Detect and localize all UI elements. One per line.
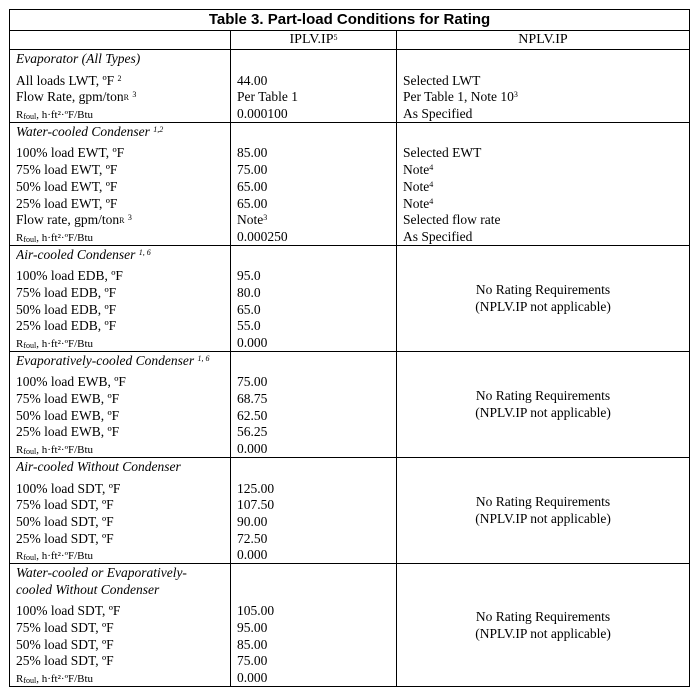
- iplv-value-sup: 3: [263, 213, 268, 223]
- condition-label-text: 100% load EWT, ºF: [16, 145, 125, 161]
- section-row: [10, 245, 690, 351]
- condition-label-text: 75% load EDB, ºF: [16, 284, 117, 300]
- section-title: [16, 458, 230, 475]
- nplv-value: [403, 195, 689, 212]
- table-title: Table 3. Part-load Conditions for Rating: [10, 10, 690, 31]
- iplv-value: [237, 652, 396, 669]
- nplv-value-text: As Specified: [403, 106, 473, 122]
- nplv-value: [403, 105, 689, 122]
- nplv-value: [403, 178, 689, 195]
- iplv-value-text: 65.00: [237, 195, 268, 211]
- condition-label-text: 75% load SDT, ºF: [16, 497, 114, 513]
- iplv-value-text: 95.0: [237, 268, 261, 284]
- iplv-value: [237, 480, 396, 497]
- section-title-sup: 1,2: [153, 124, 164, 134]
- part-load-conditions-table: [9, 9, 690, 687]
- condition-label-sub: foul: [23, 341, 37, 350]
- iplv-value-text: 105.00: [237, 603, 275, 619]
- condition-label: [16, 161, 230, 178]
- condition-label: [16, 334, 230, 351]
- condition-label-text: 50% load SDT, ºF: [16, 513, 114, 529]
- condition-label-tail: , h·ft²·ºF/Btu: [36, 338, 94, 350]
- condition-label: [16, 546, 230, 563]
- iplv-value-text: 80.0: [237, 284, 261, 300]
- iplv-value: [237, 195, 396, 212]
- condition-label: [16, 72, 230, 89]
- condition-label-text: 25% load EWB, ºF: [16, 424, 120, 440]
- condition-label-text: 50% load EWT, ºF: [16, 178, 118, 194]
- condition-label-text: 100% load SDT, ºF: [16, 480, 121, 496]
- iplv-value-text: 0.000: [237, 547, 268, 563]
- section-row: [10, 50, 690, 123]
- iplv-value: [237, 88, 396, 105]
- section-iplv-cell: [231, 457, 397, 563]
- iplv-value-text: 95.00: [237, 620, 268, 635]
- condition-label-text: R: [16, 673, 24, 686]
- iplv-value-text: 75.00: [237, 162, 268, 178]
- nplv-value-text: Selected flow rate: [403, 212, 501, 228]
- condition-label: [16, 513, 230, 530]
- section-iplv-cell: [231, 50, 397, 123]
- header-iplv-label: IPLV.IP: [289, 32, 334, 47]
- nplv-value: [403, 161, 689, 178]
- section-title-text: Air-cooled Without Condenser: [16, 458, 181, 474]
- section-row: [10, 122, 690, 245]
- section-labels-cell: [10, 457, 231, 563]
- condition-label-sub: foul: [23, 553, 37, 563]
- condition-label-text: 75% load EWB, ºF: [16, 391, 120, 407]
- iplv-value: [237, 407, 396, 424]
- condition-label-text: R: [16, 109, 24, 122]
- iplv-value: [237, 619, 396, 636]
- header-nplv: NPLV.IP: [397, 31, 690, 50]
- nplv-value: [403, 228, 689, 245]
- condition-label-sup: 2: [117, 73, 122, 83]
- condition-label: [16, 267, 230, 284]
- section-title: [16, 50, 230, 67]
- condition-label: [16, 144, 230, 161]
- nplv-value: [403, 144, 689, 161]
- condition-label-sub: R: [123, 93, 129, 103]
- header-blank: [10, 31, 231, 50]
- section-nplv-cell: [397, 122, 690, 245]
- iplv-value: [237, 301, 396, 318]
- condition-label-text: All loads LWT, ºF: [16, 72, 115, 88]
- condition-label: [16, 636, 230, 653]
- nplv-value: [403, 72, 689, 89]
- section-title: [16, 564, 230, 581]
- iplv-value: [237, 513, 396, 530]
- iplv-value: [237, 228, 396, 245]
- section-title-text: Water-cooled or Evaporatively-: [16, 564, 187, 580]
- condition-label-sub: foul: [23, 676, 37, 686]
- condition-label-sub: foul: [23, 234, 37, 244]
- condition-label: [16, 284, 230, 301]
- condition-label-text: 50% load SDT, ºF: [16, 636, 114, 652]
- no-rating-text: No Rating Requirements: [475, 282, 611, 298]
- table-container: [9, 9, 689, 687]
- section-title: [16, 352, 230, 369]
- no-rating-text: (NPLV.IP not applicable): [475, 405, 611, 421]
- condition-label: [16, 211, 230, 228]
- condition-label: [16, 228, 230, 245]
- condition-label: [16, 390, 230, 407]
- section-row: [10, 457, 690, 563]
- iplv-value-text: 72.50: [237, 530, 268, 546]
- iplv-value-text: 44.00: [237, 72, 268, 88]
- condition-label-text: 25% load EDB, ºF: [16, 318, 117, 334]
- section-nplv-not-applicable-cell: [397, 563, 690, 686]
- condition-label-tail: , h·ft²·ºF/Btu: [36, 444, 94, 457]
- condition-label: [16, 105, 230, 122]
- nplv-value-text: Note: [403, 195, 430, 211]
- condition-label-tail: , h·ft²·ºF/Btu: [36, 109, 94, 122]
- iplv-value: [237, 211, 396, 228]
- iplv-value: [237, 178, 396, 195]
- condition-label: [16, 88, 230, 105]
- iplv-value: [237, 72, 396, 89]
- condition-label-text: 100% load EDB, ºF: [16, 268, 123, 284]
- section-title-text: Evaporatively-cooled Condenser: [16, 352, 195, 368]
- iplv-value: [237, 602, 396, 619]
- section-nplv-not-applicable-cell: [397, 245, 690, 351]
- nplv-value-text: Note: [403, 162, 430, 178]
- condition-label-text: 25% load SDT, ºF: [16, 530, 114, 546]
- header-iplv: [231, 31, 397, 50]
- condition-label: [16, 440, 230, 457]
- iplv-value: [237, 546, 396, 563]
- iplv-value-text: 65.0: [237, 301, 261, 317]
- section-title-text: Evaporator (All Types): [16, 51, 141, 66]
- nplv-value-sup: 3: [513, 90, 518, 100]
- iplv-value-text: 0.000100: [237, 106, 288, 122]
- section-iplv-cell: [231, 563, 397, 686]
- condition-label-tail: , h·ft²·ºF/Btu: [36, 673, 94, 686]
- condition-label-text: 50% load EWB, ºF: [16, 407, 120, 423]
- condition-label-sup: 3: [132, 90, 137, 100]
- condition-label-text: 75% load EWT, ºF: [16, 162, 118, 178]
- iplv-value: [237, 669, 396, 686]
- iplv-value-text: 0.000: [237, 441, 268, 457]
- condition-label-text: Flow Rate, gpm/ton: [16, 89, 124, 105]
- iplv-value-text: 68.75: [237, 391, 268, 407]
- section-nplv-not-applicable-cell: [397, 457, 690, 563]
- no-rating-text: No Rating Requirements: [475, 494, 611, 510]
- iplv-value-text: 85.00: [237, 145, 268, 161]
- condition-label: [16, 301, 230, 318]
- nplv-value-text: Selected LWT: [403, 72, 481, 88]
- iplv-value: [237, 496, 396, 513]
- iplv-value-text: 75.00: [237, 653, 268, 669]
- condition-label-sub: R: [119, 216, 125, 226]
- iplv-value: [237, 284, 396, 301]
- iplv-value: [237, 440, 396, 457]
- iplv-value-text: 107.50: [237, 497, 275, 513]
- nplv-value: [403, 88, 689, 105]
- nplv-value-sup: 4: [429, 163, 434, 173]
- iplv-value: [237, 144, 396, 161]
- iplv-value: [237, 267, 396, 284]
- section-title-sup: 1, 6: [138, 247, 151, 257]
- condition-label-text: R: [16, 231, 24, 244]
- condition-label: [16, 669, 230, 686]
- condition-label-tail: , h·ft²·ºF/Btu: [36, 550, 94, 563]
- condition-label: [16, 195, 230, 212]
- condition-label: [16, 602, 230, 619]
- iplv-value-text: 75.00: [237, 374, 268, 390]
- iplv-value: [237, 161, 396, 178]
- section-iplv-cell: [231, 245, 397, 351]
- section-row: [10, 351, 690, 457]
- condition-label: [16, 530, 230, 547]
- condition-label-text: 75% load SDT, ºF: [16, 620, 114, 635]
- iplv-value-text: Per Table 1: [237, 89, 299, 105]
- iplv-value: [237, 373, 396, 390]
- condition-label: [16, 480, 230, 497]
- no-rating-text: (NPLV.IP not applicable): [475, 511, 611, 527]
- nplv-value-text: Selected EWT: [403, 145, 482, 161]
- condition-label: [16, 178, 230, 195]
- nplv-value-sup: 4: [429, 196, 434, 206]
- iplv-value-text: 56.25: [237, 424, 268, 440]
- iplv-value-text: 0.000: [237, 670, 268, 686]
- section-title: [16, 123, 230, 140]
- condition-label: [16, 373, 230, 390]
- section-title-text: Air-cooled Condenser: [16, 246, 136, 262]
- condition-label-text: R: [16, 550, 24, 563]
- condition-label-tail: , h·ft²·ºF/Btu: [36, 231, 94, 244]
- iplv-value-text: 90.00: [237, 513, 268, 529]
- section-nplv-not-applicable-cell: [397, 351, 690, 457]
- iplv-value-text: 55.0: [237, 318, 261, 334]
- section-labels-cell: [10, 245, 231, 351]
- no-rating-text: (NPLV.IP not applicable): [475, 625, 611, 641]
- iplv-value: [237, 390, 396, 407]
- condition-label-text: Flow rate, gpm/ton: [16, 212, 120, 228]
- nplv-value-text: As Specified: [403, 228, 473, 244]
- condition-label-sub: foul: [23, 112, 37, 122]
- iplv-value-text: 125.00: [237, 480, 275, 496]
- condition-label: [16, 317, 230, 334]
- section-title-text: Water-cooled Condenser: [16, 123, 150, 139]
- iplv-value: [237, 423, 396, 440]
- nplv-value: [403, 211, 689, 228]
- iplv-value-text: 85.00: [237, 636, 268, 652]
- section-title-sup: 1, 6: [197, 353, 210, 363]
- section-iplv-cell: [231, 122, 397, 245]
- condition-label-text: 50% load EDB, ºF: [16, 301, 117, 317]
- iplv-value: [237, 317, 396, 334]
- section-title: [16, 246, 230, 263]
- condition-label-text: R: [16, 338, 24, 350]
- iplv-value: [237, 105, 396, 122]
- condition-label: [16, 619, 230, 636]
- condition-label-text: 100% load EWB, ºF: [16, 374, 126, 390]
- iplv-value-text: 0.000250: [237, 228, 288, 244]
- condition-label-text: R: [16, 444, 24, 457]
- iplv-value-text: 62.50: [237, 407, 268, 423]
- section-labels-cell: [10, 563, 231, 686]
- condition-label: [16, 423, 230, 440]
- no-rating-text: (NPLV.IP not applicable): [475, 299, 611, 315]
- no-rating-text: No Rating Requirements: [475, 388, 611, 404]
- no-rating-text: No Rating Requirements: [475, 608, 611, 624]
- condition-label-sub: foul: [23, 447, 37, 457]
- iplv-value: [237, 636, 396, 653]
- section-labels-cell: [10, 122, 231, 245]
- iplv-value-text: 0.000: [237, 335, 268, 350]
- condition-label: [16, 496, 230, 513]
- section-labels-cell: [10, 50, 231, 123]
- section-row: [10, 563, 690, 686]
- condition-label: [16, 407, 230, 424]
- iplv-value-text: Note: [237, 212, 264, 228]
- iplv-value: [237, 334, 396, 351]
- nplv-value-text: Note: [403, 178, 430, 194]
- header-iplv-sup: 5: [333, 33, 338, 42]
- section-iplv-cell: [231, 351, 397, 457]
- section-nplv-cell: [397, 50, 690, 123]
- nplv-value-text: Per Table 1, Note 10: [403, 89, 514, 105]
- nplv-value-sup: 4: [429, 179, 434, 189]
- condition-label-sup: 3: [127, 213, 132, 223]
- condition-label-text: 100% load SDT, ºF: [16, 603, 121, 619]
- iplv-value: [237, 530, 396, 547]
- section-labels-cell: [10, 351, 231, 457]
- condition-label: [16, 652, 230, 669]
- condition-label-text: 25% load SDT, ºF: [16, 653, 114, 669]
- section-title-line2: cooled Without Condenser: [16, 581, 160, 597]
- condition-label-text: 25% load EWT, ºF: [16, 195, 118, 211]
- iplv-value-text: 65.00: [237, 178, 268, 194]
